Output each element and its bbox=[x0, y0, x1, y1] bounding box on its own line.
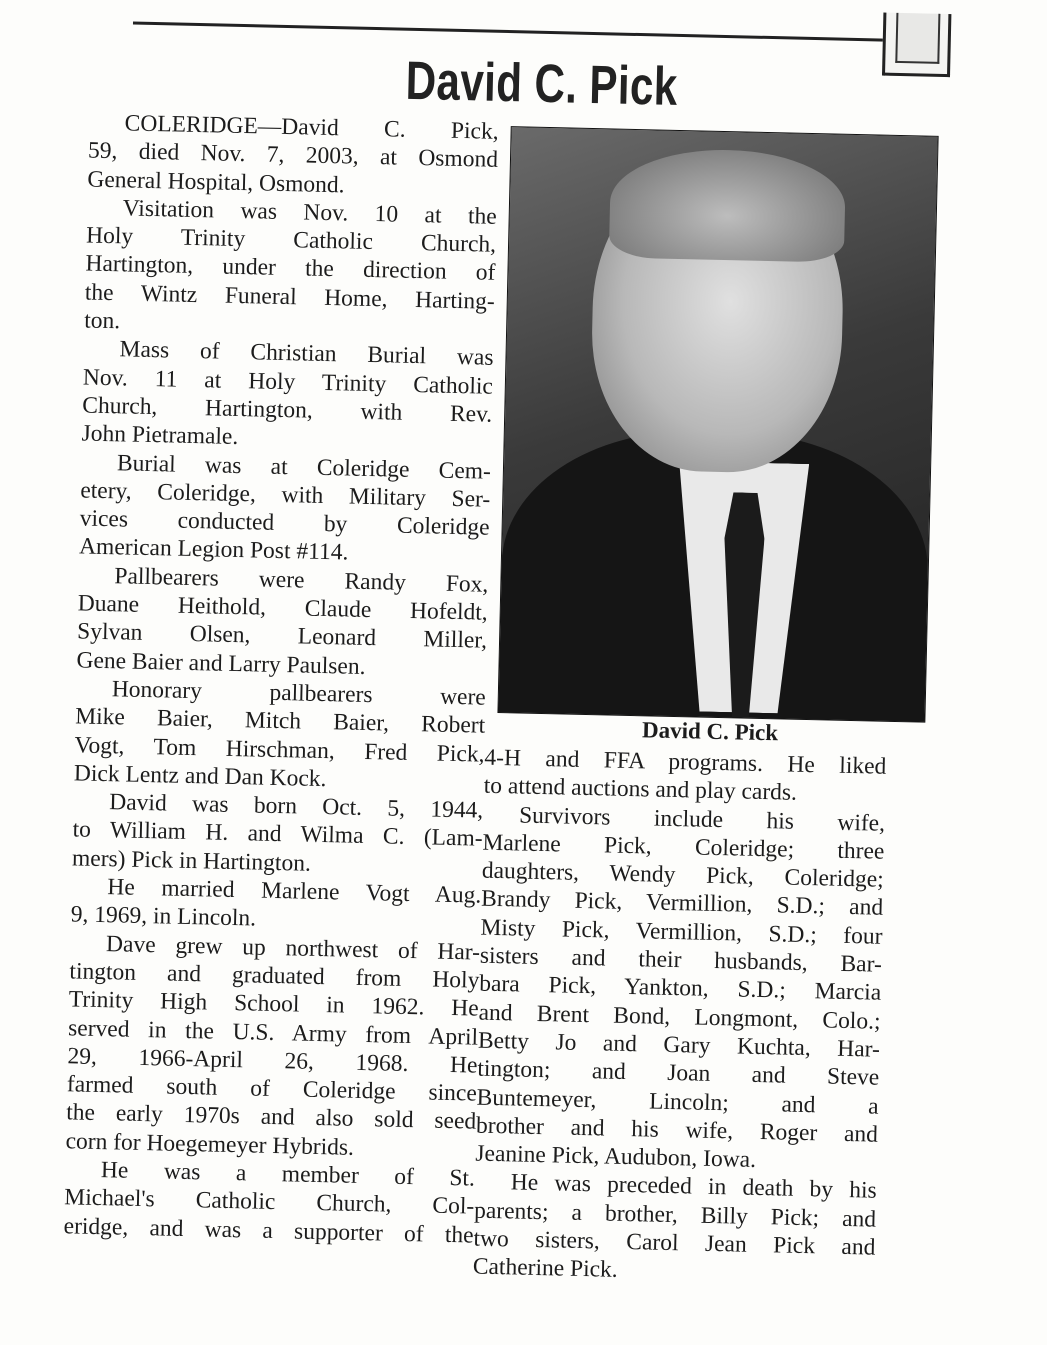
text-line: Mike Baier, Mitch Baier, Robert bbox=[74, 703, 486, 739]
text-line: Vogt, Tom Hirschman, Fred Pick, bbox=[74, 731, 485, 768]
obituary-title: David C. Pick bbox=[405, 50, 679, 117]
text-line: brother and his wife, Roger and bbox=[475, 1112, 879, 1148]
text-line: eridge, and was a supporter of the bbox=[63, 1212, 474, 1249]
text-line: daughters, Wendy Pick, Coleridge; bbox=[481, 857, 885, 893]
text-line: Trinity High School in 1962. He bbox=[68, 986, 480, 1022]
text-line: etery, Coleridge, with Military Ser- bbox=[80, 477, 491, 513]
text-line: Michael's Catholic Church, Col- bbox=[64, 1184, 475, 1220]
text-line: COLERIDGE—David C. Pick, bbox=[124, 110, 499, 145]
text-line: 9, 1969, in Lincoln. bbox=[70, 901, 257, 932]
text-line: Catherine Pick. bbox=[472, 1253, 619, 1284]
portrait-photo bbox=[497, 126, 938, 723]
text-line: Dave grew up northwest of Har- bbox=[105, 930, 481, 966]
corner-box-decoration bbox=[882, 13, 951, 78]
text-line: 29, 1966-April 26, 1968. He bbox=[67, 1043, 478, 1079]
photo-hair bbox=[609, 147, 846, 262]
text-line: to attend auctions and play cards. bbox=[483, 772, 798, 807]
text-line: Gene Baier and Larry Paulsen. bbox=[76, 647, 366, 680]
text-line: served in the U.S. Army from April bbox=[67, 1014, 479, 1051]
text-line: Misty Pick, Vermillion, S.D.; four bbox=[480, 914, 883, 950]
text-line: He was a member of St. bbox=[100, 1157, 476, 1192]
text-line: 4-H and FFA programs. He liked bbox=[484, 744, 887, 780]
corner-box-inner bbox=[895, 13, 940, 64]
text-line: John Pietramale. bbox=[81, 420, 239, 451]
text-line: mers) Pick in Hartington. bbox=[71, 845, 312, 877]
text-line: Holy Trinity Catholic Church, bbox=[85, 222, 497, 259]
left-column-text bbox=[63, 109, 499, 1250]
top-rule-divider bbox=[133, 22, 885, 42]
text-line: Nov. 11 at Holy Trinity Catholic bbox=[82, 364, 494, 400]
text-line: tington and graduated from Holy bbox=[69, 958, 480, 994]
text-line: Mass of Christian Burial was bbox=[119, 336, 494, 372]
text-line: Brandy Pick, Vermillion, S.D.; and bbox=[480, 886, 884, 922]
text-line: Survivors include his wife, bbox=[518, 802, 886, 837]
text-line: Duane Heithold, Claude Hofeldt, bbox=[77, 590, 489, 626]
text-line: to William H. and Wilma C. (Lam- bbox=[72, 816, 483, 853]
text-line: General Hospital, Osmond. bbox=[87, 166, 345, 198]
text-line: parents; a brother, Billy Pick; and bbox=[473, 1197, 877, 1233]
text-line: Church, Hartington, with Rev. bbox=[82, 392, 493, 428]
text-line: Jeanine Pick, Audubon, Iowa. bbox=[475, 1140, 757, 1174]
text-line: He married Marlene Vogt Aug. bbox=[107, 874, 482, 909]
text-line: two sisters, Carol Jean Pick and bbox=[473, 1225, 876, 1261]
right-column-text bbox=[473, 744, 887, 1291]
text-line: vices conducted by Coleridge bbox=[79, 505, 490, 541]
text-line: bara Pick, Yankton, S.D.; Marcia bbox=[478, 971, 882, 1007]
text-line: the early 1970s and also sold seed bbox=[65, 1099, 477, 1135]
text-line: and Brent Bond, Longmont, Colo.; bbox=[478, 999, 881, 1035]
photo-caption: David C. Pick bbox=[641, 717, 779, 746]
text-line: sisters and their husbands, Bar- bbox=[479, 942, 883, 978]
text-line: Betty Jo and Gary Kuchta, Har- bbox=[477, 1027, 881, 1063]
text-line: corn for Hoegemeyer Hybrids. bbox=[65, 1127, 355, 1161]
text-line: Dick Lentz and Dan Kock. bbox=[73, 760, 327, 792]
text-line: Buntemeyer, Lincoln; and a bbox=[476, 1084, 879, 1120]
text-line: farmed south of Coleridge since bbox=[66, 1071, 478, 1107]
text-line: Sylvan Olsen, Leonard Miller, bbox=[76, 618, 488, 655]
text-line: Visitation was Nov. 10 at the bbox=[122, 195, 497, 230]
text-line: Marlene Pick, Coleridge; three bbox=[482, 829, 885, 865]
text-line: tington; and Joan and Steve bbox=[477, 1055, 880, 1091]
text-line: ton. bbox=[83, 307, 121, 335]
text-line: He was preceded in death by his bbox=[510, 1169, 877, 1205]
text-line: American Legion Post #114. bbox=[78, 533, 349, 566]
text-line: Pallbearers were Randy Fox, bbox=[114, 562, 489, 598]
text-line: Burial was at Coleridge Cem- bbox=[116, 449, 492, 485]
text-line: 59, died Nov. 7, 2003, at Osmond bbox=[87, 137, 499, 174]
text-line: Hartington, under the direction of bbox=[85, 250, 496, 287]
text-line: Honorary pallbearers were bbox=[111, 676, 487, 711]
text-line: the Wintz Funeral Home, Harting- bbox=[84, 279, 496, 315]
text-line: David was born Oct. 5, 1944, bbox=[109, 789, 484, 824]
